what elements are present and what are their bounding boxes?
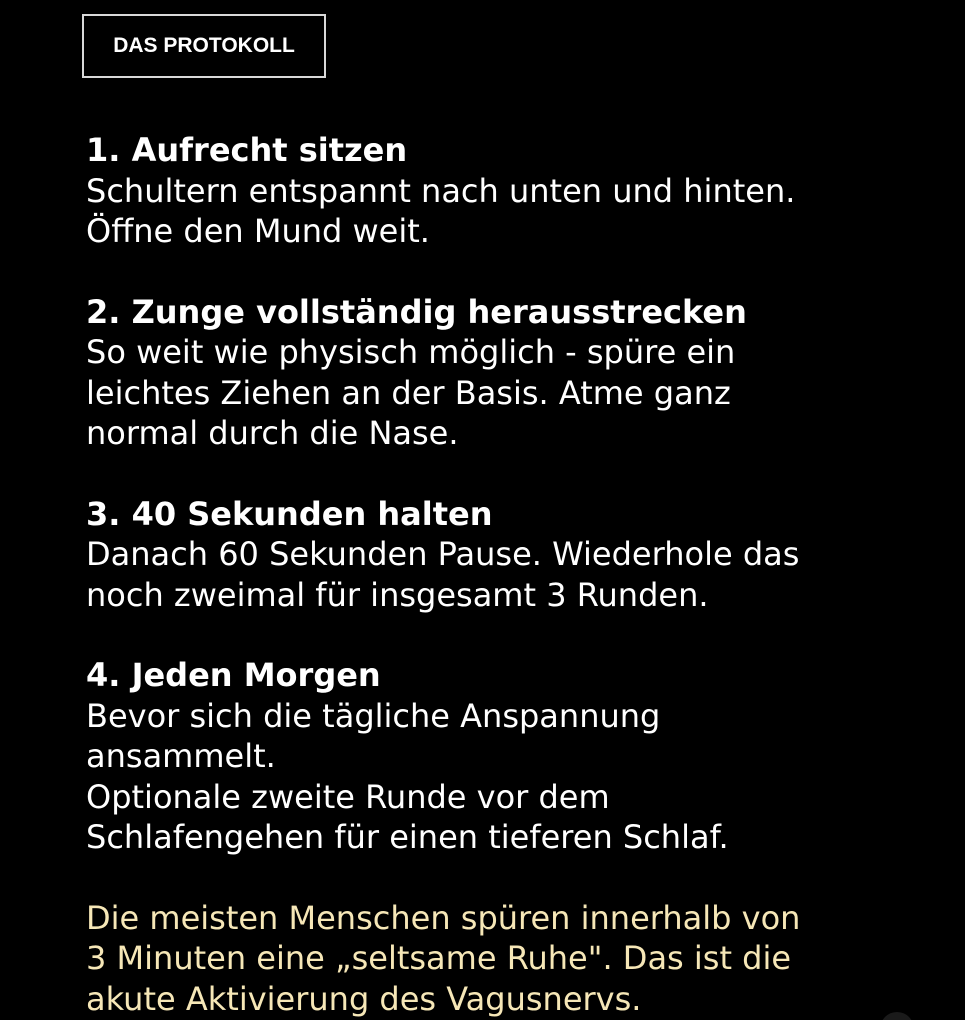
step-title: 4. Jeden Morgen (86, 656, 381, 694)
step-line: noch zweimal für insgesamt 3 Runden. (86, 575, 709, 614)
note-line: Die meisten Menschen spüren innerhalb von (86, 898, 801, 937)
step-line: Schultern entspannt nach unten und hinten. (86, 171, 796, 210)
note-line: 3 Minuten eine „seltsame Ruhe". Das ist die (86, 939, 792, 977)
note-line: akute Aktivierung des Vagusnervs. (86, 979, 642, 1018)
step-4 (86, 655, 946, 858)
section-badge (82, 14, 326, 78)
step-line: normal durch die Nase. (86, 414, 459, 452)
step-line: Schlafengehen für einen tieferen Schlaf. (86, 818, 729, 856)
step-1 (86, 130, 946, 252)
step-title: 1. Aufrecht sitzen (86, 131, 408, 169)
step-line: So weit wie physisch möglich - spüre ein (86, 333, 736, 371)
step-body (86, 171, 946, 252)
section-badge-label: DAS PROTOKOLL (113, 34, 295, 57)
step-line: Bevor sich die tägliche Anspannung (86, 696, 661, 735)
step-body (86, 534, 946, 615)
step-line: leichtes Ziehen an der Basis. Atme ganz (86, 373, 731, 412)
protocol-content (86, 130, 946, 1019)
step-body (86, 696, 946, 858)
step-line: Danach 60 Sekunden Pause. Wiederhole das (86, 535, 800, 573)
step-line: Optionale zweite Runde vor dem (86, 777, 610, 816)
step-3 (86, 494, 946, 616)
step-body (86, 332, 946, 454)
step-title: 2. Zunge vollständig herausstrecken (86, 292, 747, 331)
step-line: Öffne den Mund weit. (86, 212, 430, 250)
highlight-note (86, 898, 946, 1020)
step-2 (86, 292, 946, 454)
note-body (86, 898, 946, 1020)
step-line: ansammelt. (86, 737, 276, 775)
step-title: 3. 40 Sekunden halten (86, 494, 493, 533)
